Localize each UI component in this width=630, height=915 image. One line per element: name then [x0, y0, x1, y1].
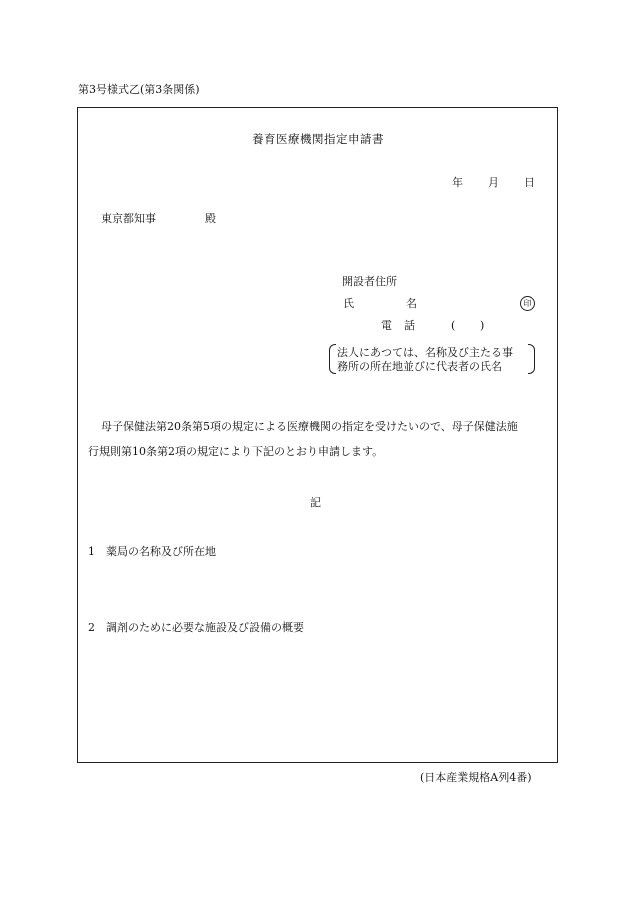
seal-icon: 印	[520, 296, 535, 311]
form-number-label: 第3号様式乙(第3条関係)	[78, 83, 200, 96]
body-text-line-2: 行規則第10条第2項の規定により下記のとおり申請します。	[88, 445, 384, 458]
date-year-label: 年	[452, 176, 463, 189]
bracket-left-icon	[329, 344, 336, 374]
item-pharmacy-name-location: 1 薬局の名称及び所在地	[88, 545, 216, 558]
bracket-right-icon	[528, 344, 535, 374]
item-facility-overview: 2 調剤のために必要な施設及び設備の概要	[88, 621, 304, 634]
ki-heading: 記	[310, 496, 321, 509]
applicant-name-label-2: 名	[406, 297, 417, 310]
document-title: 養育医療機関指定申請書	[252, 132, 384, 146]
date-day-label: 日	[524, 176, 535, 189]
applicant-name-label-1: 氏	[343, 297, 354, 310]
phone-paren-open: (	[451, 319, 456, 332]
addressee-name: 東京都知事	[101, 212, 156, 225]
corporation-note-line-2: 務所の所在地並びに代表者の氏名	[337, 360, 502, 373]
phone-label-2: 話	[404, 319, 415, 332]
corporation-note-line-1: 法人にあつては、名称及び主たる事	[337, 346, 513, 359]
phone-label-1: 電	[381, 319, 392, 332]
paper-size-note: (日本産業規格A列4番)	[420, 771, 532, 784]
body-text-line-1: 母子保健法第20条第5項の規定による医療機関の指定を受けたいので、母子保健法施	[101, 420, 518, 433]
form-frame	[77, 107, 558, 763]
phone-paren-close: )	[480, 319, 485, 332]
date-month-label: 月	[488, 176, 499, 189]
addressee-honorific: 殿	[205, 212, 216, 225]
founder-address-label: 開設者住所	[342, 275, 397, 288]
